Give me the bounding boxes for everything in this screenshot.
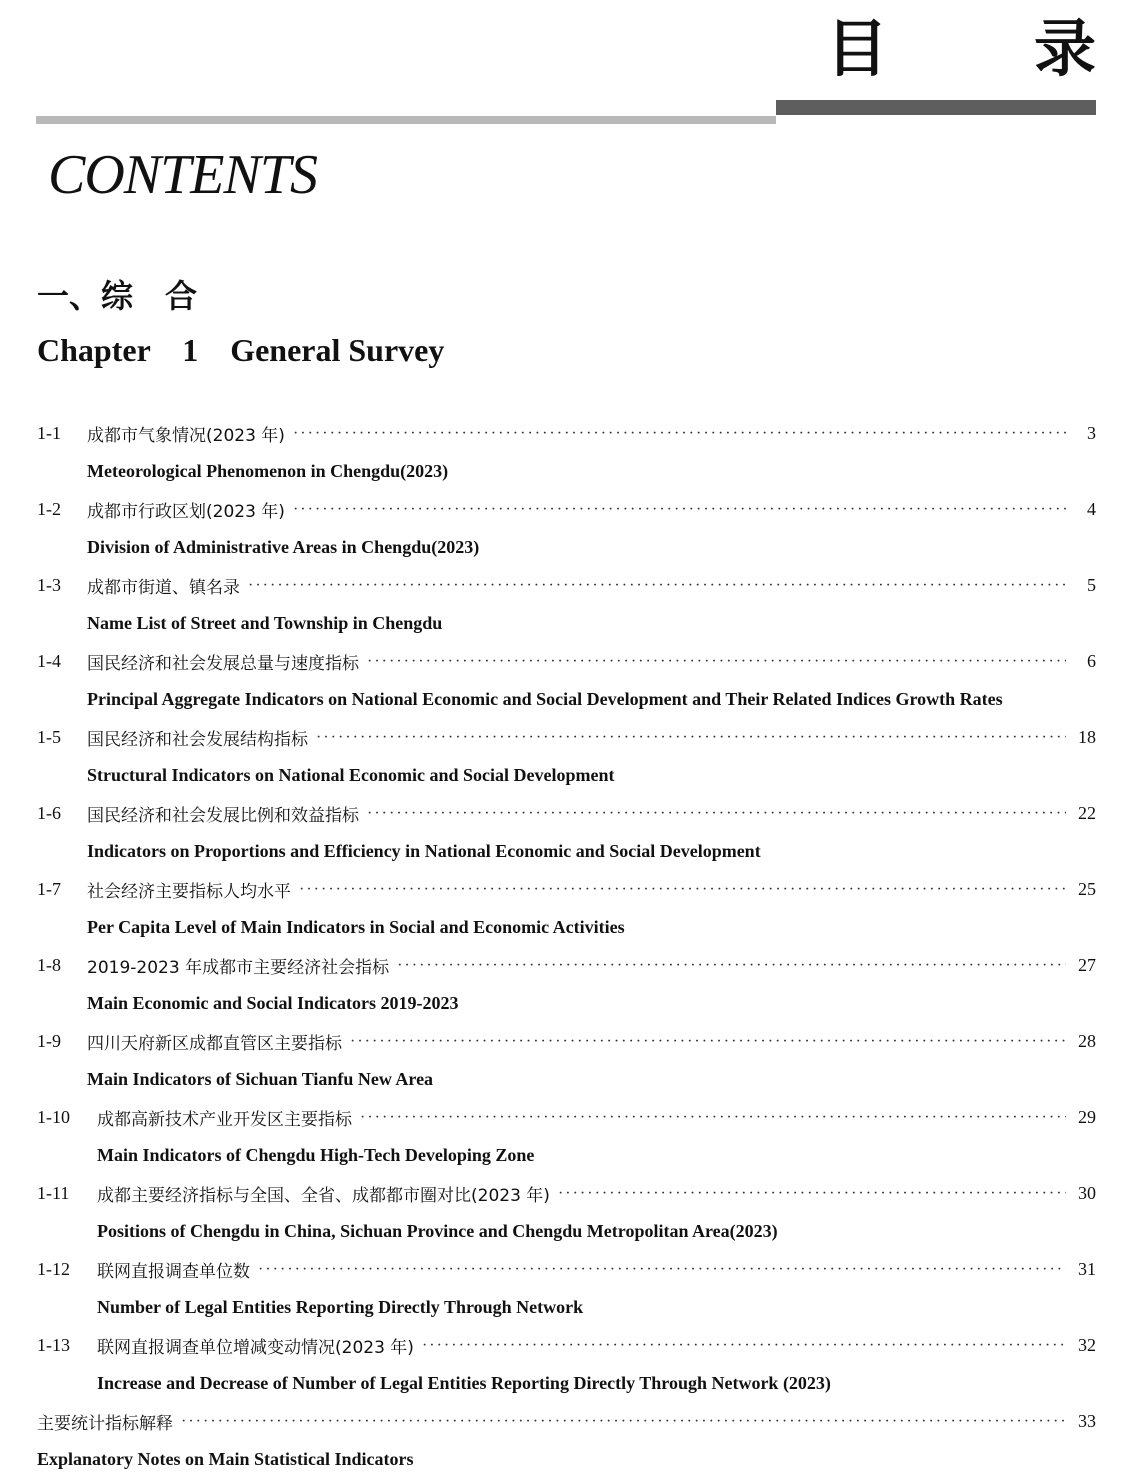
entry-title-en[interactable]: Per Capita Level of Main Indicators in Social and Economic Activities (87, 916, 625, 937)
page-title-cn (826, 14, 1096, 84)
toc-entry[interactable] (37, 566, 1096, 642)
entry-title-en[interactable]: Main Economic and Social Indicators 2019-2023 (87, 992, 459, 1013)
entry-title-en[interactable]: Indicators on Proportions and Efficiency in National Economic and Social Development (87, 840, 761, 861)
notes-page-number[interactable]: 33 (1078, 1410, 1096, 1431)
entry-number: 1-9 (37, 1030, 61, 1051)
toc-entry[interactable] (37, 870, 1096, 946)
entry-title-en[interactable]: Number of Legal Entities Reporting Directly Through Network (97, 1296, 584, 1317)
dot-leader (558, 1184, 1066, 1204)
entry-title-en[interactable]: Increase and Decrease of Number of Legal Entities Reporting Directly Through Network (2023) (97, 1372, 831, 1393)
header-rule-light (36, 116, 776, 124)
entry-number: 1-7 (37, 878, 61, 899)
dot-leader (258, 1260, 1066, 1280)
entry-page-number[interactable]: 6 (1087, 650, 1096, 671)
entry-title-en[interactable]: Main Indicators of Sichuan Tianfu New Area (87, 1068, 434, 1089)
dot-leader (299, 880, 1066, 900)
entry-title-cn[interactable]: 成都主要经济指标与全国、全省、成都都市圈对比(2023 年) (97, 1185, 550, 1206)
entry-title-en[interactable]: Meteorological Phenomenon in Chengdu(2023) (87, 460, 449, 481)
entry-title-en[interactable]: Division of Administrative Areas in Chengdu(2023) (87, 536, 480, 557)
toc-entry[interactable] (37, 1174, 1096, 1250)
entry-number: 1-3 (37, 574, 61, 595)
entry-title-cn[interactable]: 联网直报调查单位增减变动情况(2023 年) (97, 1337, 414, 1358)
entry-title-cn[interactable]: 国民经济和社会发展结构指标 (87, 729, 308, 750)
entry-title-cn[interactable]: 成都市行政区划(2023 年) (87, 501, 285, 522)
dot-leader (293, 424, 1066, 444)
dot-leader (397, 956, 1066, 976)
entry-title-en[interactable]: Name List of Street and Township in Chengdu (87, 612, 443, 633)
title-char-right: 录 (1033, 12, 1096, 85)
entry-number: 1-6 (37, 802, 61, 823)
chapter-heading-en: Chapter 1 General Survey (37, 332, 445, 368)
entry-number: 1-12 (37, 1258, 70, 1279)
entry-title-cn[interactable]: 联网直报调查单位数 (97, 1261, 250, 1282)
entry-page-number[interactable]: 3 (1087, 422, 1096, 443)
entry-title-cn[interactable]: 成都市街道、镇名录 (87, 577, 240, 598)
entry-title-en[interactable]: Main Indicators of Chengdu High-Tech Developing Zone (97, 1144, 535, 1165)
entry-number: 1-13 (37, 1334, 70, 1355)
entry-title-en[interactable]: Structural Indicators on National Economic and Social Development (87, 764, 615, 785)
title-char-left: 目 (826, 12, 889, 85)
entry-page-number[interactable]: 29 (1078, 1106, 1096, 1127)
toc-entry[interactable] (37, 642, 1096, 718)
entry-number: 1-8 (37, 954, 61, 975)
toc-entry[interactable] (37, 1326, 1096, 1402)
toc-entry[interactable] (37, 490, 1096, 566)
table-of-contents (37, 414, 1096, 1478)
entry-page-number[interactable]: 27 (1078, 954, 1096, 975)
entry-title-en[interactable]: Positions of Chengdu in China, Sichuan Province and Chengdu Metropolitan Area(2023) (97, 1220, 778, 1241)
dot-leader (367, 652, 1066, 672)
notes-title-en[interactable]: Explanatory Notes on Main Statistical Indicators (37, 1448, 414, 1469)
page-title-en: CONTENTS (48, 144, 317, 206)
header-rule-dark (776, 100, 1096, 115)
toc-entry[interactable] (37, 718, 1096, 794)
entry-number: 1-5 (37, 726, 61, 747)
entry-title-cn[interactable]: 成都高新技术产业开发区主要指标 (97, 1109, 352, 1130)
toc-entry[interactable] (37, 1098, 1096, 1174)
entry-title-cn[interactable]: 四川天府新区成都直管区主要指标 (87, 1033, 342, 1054)
entry-page-number[interactable]: 25 (1078, 878, 1096, 899)
entry-page-number[interactable]: 4 (1087, 498, 1096, 519)
toc-entry[interactable] (37, 946, 1096, 1022)
entry-title-cn[interactable]: 成都市气象情况(2023 年) (87, 425, 285, 446)
toc-entry-notes[interactable] (37, 1402, 1096, 1478)
entry-number: 1-2 (37, 498, 61, 519)
entry-number: 1-10 (37, 1106, 70, 1127)
entry-number: 1-4 (37, 650, 61, 671)
entry-title-cn[interactable]: 国民经济和社会发展总量与速度指标 (87, 653, 359, 674)
entry-title-cn[interactable]: 国民经济和社会发展比例和效益指标 (87, 805, 359, 826)
dot-leader (316, 728, 1066, 748)
entry-title-en[interactable]: Principal Aggregate Indicators on National Economic and Social Development and Their Related Indices Growth Rates (87, 688, 1003, 709)
notes-title-cn[interactable]: 主要统计指标解释 (37, 1413, 173, 1434)
entry-page-number[interactable]: 32 (1078, 1334, 1096, 1355)
dot-leader (360, 1108, 1066, 1128)
toc-entry[interactable] (37, 414, 1096, 490)
entry-title-cn[interactable]: 社会经济主要指标人均水平 (87, 881, 291, 902)
dot-leader (367, 804, 1066, 824)
entry-page-number[interactable]: 30 (1078, 1182, 1096, 1203)
dot-leader (350, 1032, 1066, 1052)
entry-number: 1-11 (37, 1182, 70, 1203)
toc-entry[interactable] (37, 794, 1096, 870)
entry-page-number[interactable]: 5 (1087, 574, 1096, 595)
entry-page-number[interactable]: 18 (1078, 726, 1096, 747)
entry-number: 1-1 (37, 422, 61, 443)
entry-page-number[interactable]: 28 (1078, 1030, 1096, 1051)
dot-leader (422, 1336, 1066, 1356)
chapter-heading-cn: 一、综 合 (37, 277, 198, 315)
entry-page-number[interactable]: 31 (1078, 1258, 1096, 1279)
dot-leader (181, 1412, 1066, 1432)
toc-entry[interactable] (37, 1022, 1096, 1098)
entry-title-cn[interactable]: 2019-2023 年成都市主要经济社会指标 (87, 957, 390, 978)
dot-leader (248, 576, 1066, 596)
entry-page-number[interactable]: 22 (1078, 802, 1096, 823)
toc-entry[interactable] (37, 1250, 1096, 1326)
dot-leader (293, 500, 1066, 520)
